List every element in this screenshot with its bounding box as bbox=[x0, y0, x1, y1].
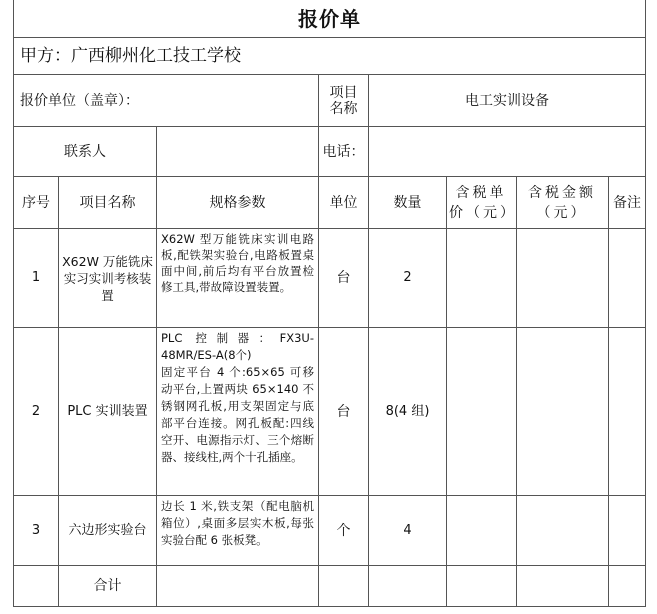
page-title: 报价单 bbox=[298, 6, 361, 31]
row-3-spec: 边长 1 米,铁支架（配电脑机箱位）,桌面多层实木板,每张实验台配 6 张板凳。 bbox=[161, 499, 314, 547]
phone-label: 电话： bbox=[322, 143, 365, 160]
row-3-qty: 4 bbox=[403, 522, 412, 538]
phone-value bbox=[369, 127, 645, 176]
row-2-spec: PLC 控制器：FX3U-48MR/ES-A(8个) 固定平台 4 个:65×65 可移动平台,上置两块 65×140 不锈钢网孔板,用支架固定与底部平台连接。网孔板配:四线空开、电源指示灯、三个熔断器、接线柱,两个十孔插座。 bbox=[161, 331, 314, 464]
row-3-seq: 3 bbox=[31, 522, 41, 538]
row-1-name: X62W 万能铣床实习实训考核装置 bbox=[62, 253, 153, 303]
quote-unit-label: 报价单位（盖章）： bbox=[20, 92, 139, 109]
row-2-seq: 2 bbox=[31, 403, 41, 419]
row-2-unit: 台 bbox=[336, 403, 351, 420]
project-name-label: 项目 名称 bbox=[329, 84, 358, 117]
row-2-name: PLC 实训装置 bbox=[67, 403, 148, 419]
header-note: 备注 bbox=[613, 194, 641, 211]
header-qty: 数量 bbox=[393, 194, 422, 211]
header-spec: 规格参数 bbox=[209, 194, 266, 211]
row-3-unit: 个 bbox=[336, 522, 351, 539]
total-label: 合计 bbox=[93, 578, 122, 594]
row-1-unit: 台 bbox=[336, 270, 351, 286]
contact-value bbox=[157, 127, 318, 176]
party-a-line: 甲方：广西柳州化工技工学校 bbox=[20, 46, 241, 66]
row-1-seq: 1 bbox=[31, 270, 41, 285]
header-seq: 序号 bbox=[22, 194, 50, 211]
contact-label: 联系人 bbox=[64, 143, 106, 160]
header-amount: 含税金额（元） bbox=[528, 184, 596, 221]
row-1-spec: X62W 型万能铣床实训电路板,配铁架实验台,电路板置桌面中间,前后均有平台放置检修工具,带故障设置装置。 bbox=[161, 232, 314, 294]
header-unit: 单位 bbox=[329, 194, 358, 211]
project-name-value: 电工实训设备 bbox=[465, 92, 549, 109]
row-1-qty: 2 bbox=[403, 270, 412, 285]
header-name: 项目名称 bbox=[79, 194, 136, 211]
row-3-name: 六边形实验台 bbox=[68, 522, 147, 538]
header-unit-price: 含税单价（元） bbox=[449, 184, 517, 221]
row-2-qty: 8(4 组) bbox=[385, 403, 430, 419]
